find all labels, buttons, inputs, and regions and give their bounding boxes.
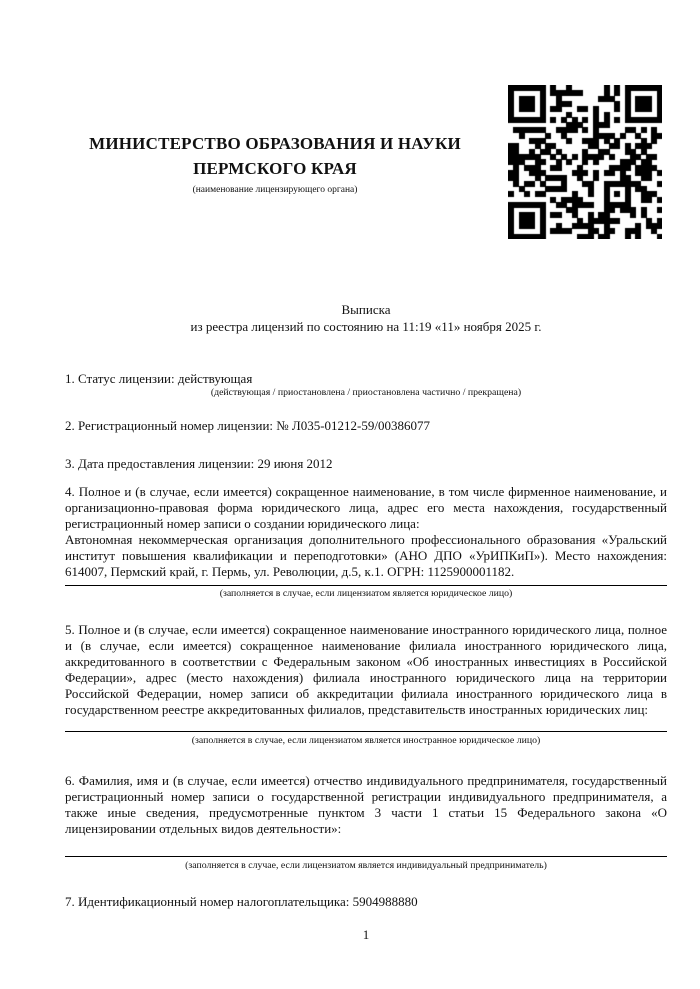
item-license-date [65,456,667,472]
fill-line [65,585,667,586]
item-registration-number [65,418,667,434]
fill-line [65,731,667,732]
ministry-name-line2: ПЕРМСКОГО КРАЯ [193,159,357,178]
item-taxpayer-number [65,894,667,910]
page-number: 1 [362,927,370,942]
registration-number-text: 2. Регистрационный номер лицензии: № Л035-01212-59/00386077 [65,418,431,433]
authority-caption: (наименование лицензирующего органа) [192,185,358,195]
item-license-status [65,371,667,399]
legal-entity-label: 4. Полное и (в случае, если имеется) сокращенное наименование, в том числе фирменное наименование, и организационно-правовая форма юридического лица, адрес его места нахождения, государственный регистрационный номер записи о создании юридического лица: [65,484,667,531]
foreign-entity-caption: (заполняется в случае, если лицензиатом является иностранное юридическое лицо) [191,735,541,746]
item-legal-entity [65,484,667,600]
legal-entity-caption: (заполняется в случае, если лицензиатом является юридическое лицо) [219,588,513,599]
entrepreneur-label: 6. Фамилия, имя и (в случае, если имеется) отчество индивидуального предпринимателя, государственный регистрационный номер записи о государственной регистрации индивидуального предпринимателя, а также иные сведения, предусмотренные пунктом 3 части 1 статьи 15 Федерального закона «О лицензировании отдельных видов деятельности»: [65,773,667,836]
foreign-entity-label: 5. Полное и (в случае, если имеется) сокращенное наименование иностранного юридического лица, полное и (в случае, если имеется) сокращенное наименование филиала иностранного юридического лица, аккредитованного в соответствии с Федеральным законом «Об иностранных инвестициях в Российской Федерации», адрес (место нахождения) филиала иностранного юридического лица на территории Российской Федерации, номер записи об аккредитации филиала иностранного юридического лица в государственном реестре аккредитованных филиалов, представительств иностранных юридических лиц: [65,622,667,717]
ministry-name-line1: МИНИСТЕРСТВО ОБРАЗОВАНИЯ И НАУКИ [89,134,461,153]
fill-line [65,856,667,857]
license-status-options-caption: (действующая / приостановлена / приостановлена частично / прекращена) [210,387,522,398]
license-status-text: 1. Статус лицензии: действующая [65,371,253,386]
item-foreign-entity [65,622,667,747]
legal-entity-value: Автономная некоммерческая организация дополнительного профессионального образования «Уральский институт повышения квалификации и переподготовки» (АНО ДПО «УрИПКиП»). Место нахождения: 614007, Пермский край, г. Пермь, ул. Революции, д.5, к.1. ОГРН: 1125900001182. [65,532,667,579]
taxpayer-number-text: 7. Идентификационный номер налогоплательщика: 5904988880 [65,894,418,909]
title-line2: из реестра лицензий по состоянию на 11:19 «11» ноября 2025 г. [190,319,542,334]
item-individual-entrepreneur [65,773,667,872]
licensing-authority-header [65,131,485,197]
license-date-text: 3. Дата предоставления лицензии: 29 июня 2012 [65,456,333,471]
entrepreneur-caption: (заполняется в случае, если лицензиатом является индивидуальный предприниматель) [185,860,547,871]
title-line1: Выписка [341,302,391,317]
qr-code-image [508,85,662,239]
document-title [65,301,667,335]
